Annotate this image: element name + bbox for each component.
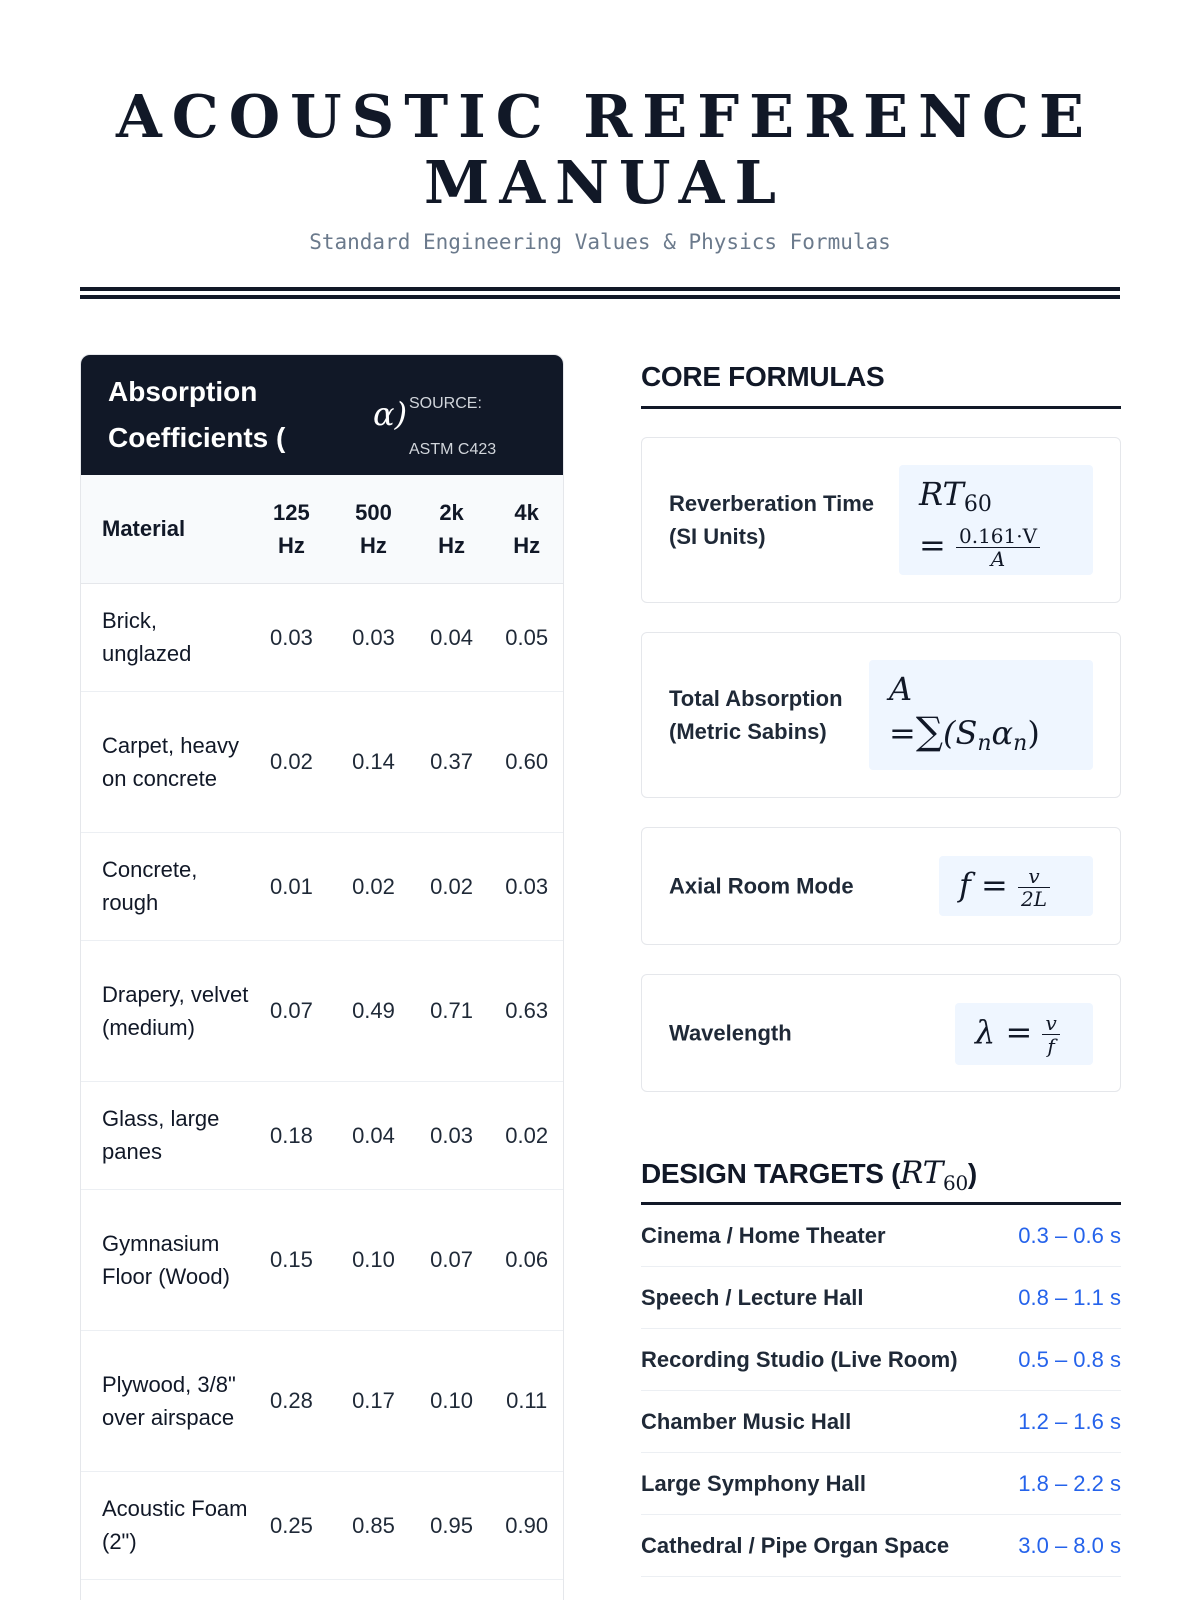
- target-label: Cinema / Home Theater: [641, 1222, 886, 1248]
- design-targets-math-symbol: RT: [900, 1155, 944, 1191]
- table-row: [81, 1189, 563, 1330]
- source-label: SOURCE:: [409, 395, 482, 412]
- target-label: Cathedral / Pipe Organ Space: [641, 1532, 950, 1558]
- coefficient-cell: 0.37: [413, 691, 491, 832]
- coefficient-cell: 0.02: [249, 691, 335, 832]
- coefficient-cell: 0.04: [413, 583, 491, 691]
- sum-symbol: ∑: [915, 709, 943, 753]
- column-header-2khz-label: 2k Hz: [438, 499, 465, 558]
- coefficient-cell: 0.03: [413, 1081, 491, 1189]
- formula-equals: =: [889, 714, 916, 752]
- coefficient-cell: 0.85: [334, 1471, 413, 1579]
- formula-card-reverberation: [641, 437, 1121, 603]
- absorption-table: [81, 475, 563, 1580]
- alpha-glyph: α): [373, 395, 408, 433]
- page-title: ACOUSTIC REFERENCE MANUAL: [116, 82, 1094, 217]
- target-label: Speech / Lecture Hall: [641, 1284, 864, 1310]
- formula-label: Wavelength: [669, 1020, 792, 1046]
- formula-denominator: 2L: [1021, 887, 1048, 911]
- formula-card-wavelength: [641, 974, 1121, 1092]
- formula-lhs-symbol: RT: [919, 475, 964, 513]
- coefficient-cell: 0.02: [413, 832, 491, 940]
- formula-label: Reverberation Time (SI Units): [669, 491, 875, 549]
- coefficient-cell: 0.90: [490, 1471, 563, 1579]
- column-header-material: Material: [81, 475, 249, 583]
- target-value: 3.0 – 8.0 s: [1018, 1532, 1121, 1558]
- formula-equals: =: [919, 526, 946, 564]
- formula-reverberation: [899, 465, 1093, 575]
- table-row: [81, 940, 563, 1081]
- target-value: 0.3 – 0.6 s: [1018, 1222, 1121, 1248]
- list-item: [641, 1267, 1121, 1329]
- formula-fraction: [1042, 1012, 1059, 1057]
- masthead: [80, 84, 1120, 254]
- list-item: [641, 1515, 1121, 1577]
- design-targets-title: DESIGN TARGETS (: [641, 1158, 901, 1189]
- absorption-panel: [80, 354, 564, 1600]
- material-name: Plywood, 3/8" over airspace: [81, 1330, 249, 1471]
- formula-body-open: [943, 714, 977, 752]
- list-item: [641, 1329, 1121, 1391]
- target-label: Recording Studio (Live Room): [641, 1346, 958, 1372]
- target-label: Chamber Music Hall: [641, 1408, 852, 1434]
- table-row: [81, 1330, 563, 1471]
- coefficient-cell: 0.49: [334, 940, 413, 1081]
- formula-label: Axial Room Mode: [669, 873, 854, 899]
- formula-denominator: f: [1047, 1034, 1055, 1058]
- material-name: Drapery, velvet (medium): [81, 940, 249, 1081]
- formula-rhs: [889, 708, 1073, 767]
- formula-subscript-n: n: [977, 731, 992, 756]
- formula-lhs: [889, 666, 1073, 712]
- core-formulas-heading: CORE FORMULAS: [641, 360, 1121, 409]
- column-header-500hz-label: 500 Hz: [355, 499, 392, 558]
- alpha-symbol: [373, 395, 407, 433]
- material-name: Gymnasium Floor (Wood): [81, 1189, 249, 1330]
- formula-body-open-text: (S: [942, 714, 978, 752]
- target-value: 0.8 – 1.1 s: [1018, 1284, 1121, 1310]
- formula-lhs: [919, 471, 1073, 528]
- formula-subscript-n: n: [1013, 731, 1028, 756]
- formula-fraction: [956, 525, 1040, 570]
- design-targets-list: [641, 1205, 1121, 1577]
- list-item: [641, 1205, 1121, 1267]
- coefficient-cell: 0.10: [334, 1189, 413, 1330]
- table-row: [81, 583, 563, 691]
- coefficient-cell: 0.14: [334, 691, 413, 832]
- coefficient-cell: 0.06: [490, 1189, 563, 1330]
- right-column: [641, 360, 1121, 1577]
- column-header-500hz: [334, 475, 413, 583]
- coefficient-cell: 0.28: [249, 1330, 335, 1471]
- coefficient-cell: 0.25: [249, 1471, 335, 1579]
- coefficient-cell: 0.01: [249, 832, 335, 940]
- coefficient-cell: 0.02: [334, 832, 413, 940]
- coefficient-cell: 0.05: [490, 583, 563, 691]
- formula-lhs-symbol: λ: [975, 1013, 996, 1051]
- coefficient-cell: 0.02: [490, 1081, 563, 1189]
- absorption-title: Absorption Coefficients (: [108, 376, 286, 453]
- formula-alpha: α: [991, 714, 1014, 752]
- design-targets-heading: [641, 1156, 1121, 1205]
- coefficient-cell: 0.07: [413, 1189, 491, 1330]
- material-name: Acoustic Foam (2"): [81, 1471, 249, 1579]
- column-header-4khz-label: 4k Hz: [513, 499, 541, 558]
- formula-body-close: ): [1027, 714, 1040, 752]
- coefficient-cell: 0.10: [413, 1330, 491, 1471]
- absorption-panel-header: [81, 355, 563, 475]
- formula-denominator: A: [990, 547, 1006, 571]
- formula-card-room-mode: [641, 827, 1121, 945]
- coefficient-cell: 0.03: [490, 832, 563, 940]
- table-row: [81, 1471, 563, 1579]
- formula-numerator: v: [1018, 865, 1050, 888]
- coefficient-cell: 0.03: [334, 583, 413, 691]
- formula-numerator: v: [1042, 1012, 1059, 1035]
- source-value: ASTM C423: [409, 441, 497, 458]
- formula-absorption: [869, 660, 1093, 770]
- list-item: [641, 1453, 1121, 1515]
- material-name: Carpet, heavy on concrete: [81, 691, 249, 832]
- design-targets-close: ): [967, 1158, 977, 1189]
- target-value: 0.5 – 0.8 s: [1018, 1346, 1121, 1372]
- coefficient-cell: 0.63: [490, 940, 563, 1081]
- column-header-4khz: [490, 475, 563, 583]
- table-row: [81, 832, 563, 940]
- formula-lhs-symbol: f: [959, 866, 971, 904]
- column-header-125hz-label: 125 Hz: [273, 499, 310, 558]
- coefficient-cell: 0.15: [249, 1189, 335, 1330]
- target-label: Large Symphony Hall: [641, 1470, 866, 1496]
- coefficient-cell: 0.60: [490, 691, 563, 832]
- design-targets-math: [900, 1155, 968, 1196]
- coefficient-cell: 0.04: [334, 1081, 413, 1189]
- coefficient-cell: 0.71: [413, 940, 491, 1081]
- formula-card-absorption: [641, 632, 1121, 798]
- formula-rhs: [919, 522, 1073, 570]
- material-name: Concrete, rough: [81, 832, 249, 940]
- list-item: [641, 1391, 1121, 1453]
- column-header-125hz: [249, 475, 335, 583]
- column-header-2khz: [413, 475, 491, 583]
- formula-equals: =: [981, 866, 1008, 904]
- coefficient-cell: 0.11: [490, 1330, 563, 1471]
- formula-room-mode: [939, 856, 1093, 916]
- header-divider: [80, 287, 1120, 299]
- formula-fraction: [1018, 865, 1050, 910]
- coefficient-cell: 0.18: [249, 1081, 335, 1189]
- formula-numerator: 0.161·V: [956, 525, 1040, 548]
- coefficient-cell: 0.17: [334, 1330, 413, 1471]
- table-row: [81, 691, 563, 832]
- target-value: 1.2 – 1.6 s: [1018, 1408, 1121, 1434]
- material-name: Glass, large panes: [81, 1081, 249, 1189]
- target-value: 1.8 – 2.2 s: [1018, 1470, 1121, 1496]
- material-name: Brick, unglazed: [81, 583, 249, 691]
- table-row: [81, 1081, 563, 1189]
- coefficient-cell: 0.07: [249, 940, 335, 1081]
- coefficient-cell: 0.03: [249, 583, 335, 691]
- formula-wavelength: [955, 1003, 1093, 1065]
- formula-label: Total Absorption (Metric Sabins): [669, 686, 843, 744]
- coefficient-cell: 0.95: [413, 1471, 491, 1579]
- design-targets-math-subscript: 60: [943, 1171, 968, 1196]
- source-note: [409, 381, 496, 473]
- formula-lhs-subscript: 60: [963, 492, 992, 517]
- page-subtitle: Standard Engineering Values & Physics Formulas: [309, 230, 891, 254]
- formula-equals: =: [1005, 1013, 1033, 1051]
- formula-lhs-symbol: A: [889, 670, 913, 708]
- table-header-row: [81, 475, 563, 583]
